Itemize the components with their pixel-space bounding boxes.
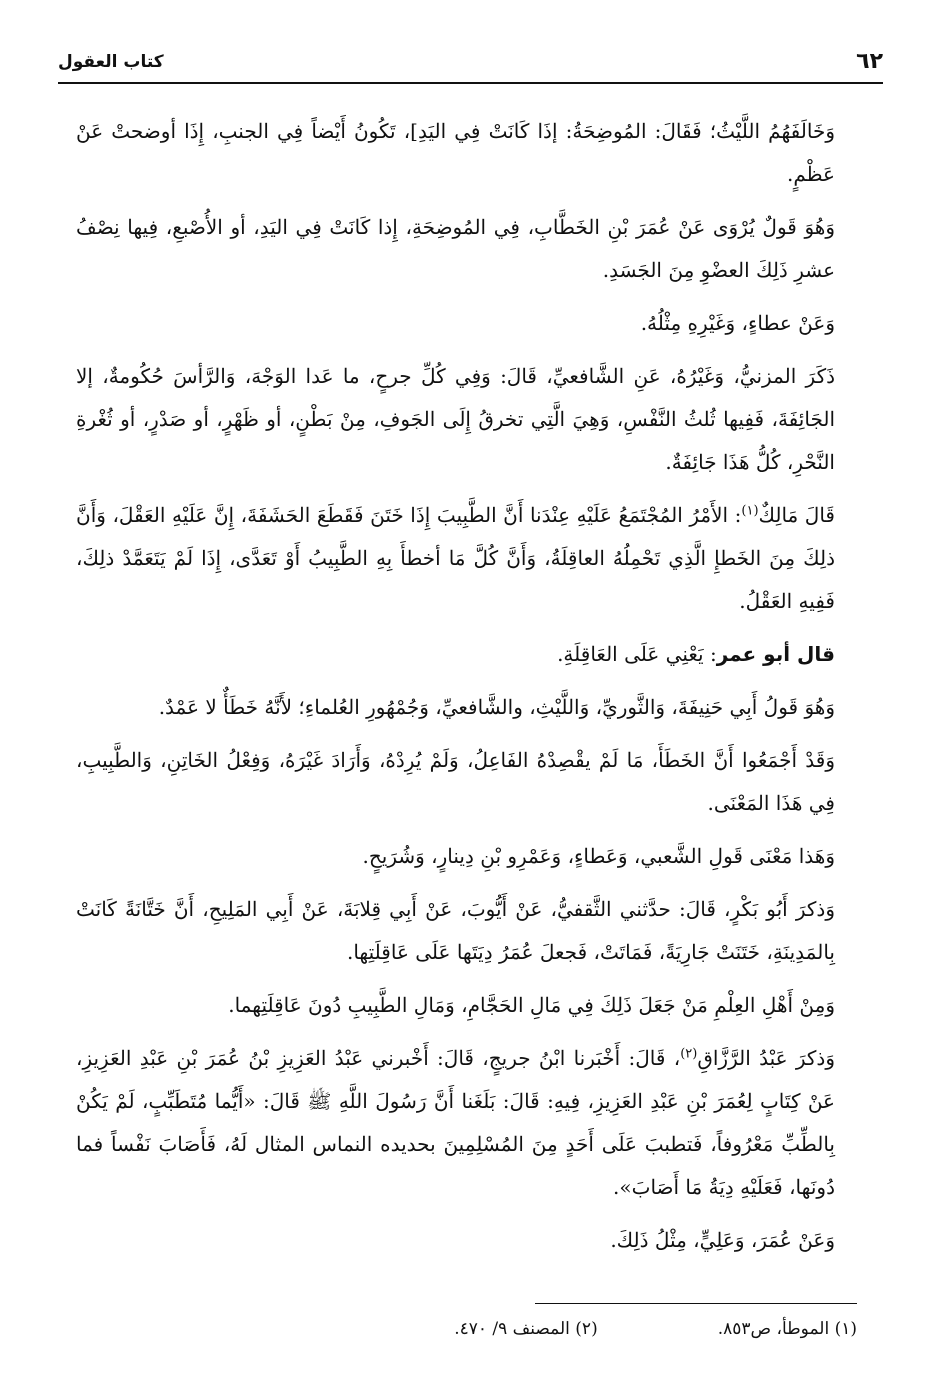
- paragraph: ذَكَرَ المزنيُّ، وَغَيْرُهُ، عَنِ الشَّافعيِّ، قَالَ: وَفِي كُلِّ جرحٍ، ما عَدا الوَجْهَ، وَالرَّأسَ حُكُومةٌ، إلا الجَائِفَةَ، فَفِيها ثُلثُ النَّفْسِ، وَهِيَ الَّتِي تخرقُ إِلَى الجَوفِ، مِنْ بَطْنٍ، أو ظَهْرٍ، أو صَدْرٍ، أو ثُغْرةِ النَّحْرِ، كُلُّ هَذَا جَائِفَةٌ.: [76, 364, 835, 474]
- paragraph: وَذكرَ عَبْدُ الرَّزَّاقِ$^{(٢)}$، قَالَ: أَخْبَرنا ابْنُ جريجٍ، قَالَ: أَخْبرني عَبْدُ العَزِيزِ بْنُ عُمَرَ بْنِ عَبْدِ العَزِيزِ، عَنْ كِتَابٍ لِعُمَرَ بْنِ عَبْدِ العَزِيزِ، فِيهِ: قَالَ: بَلَغَنا أَنَّ رَسُولَ اللَّهِ ﷺ قَالَ: «أَيُّما مُتَطَبِّبٍ، لَمْ يَكُنْ بِالطِّبِّ مَعْرُوفاً، فَتطببَ عَلَى أَحَدٍ مِنَ المُسْلِمِينَ بحديده النماس المثال لَهُ، فَأَصَابَ نَفْساً فما دُونَها، فَعَلَيْهِ دِيَةُ مَا أَصَابَ».: [76, 1046, 835, 1199]
- paragraph: وَهَذا مَعْنَى قَولِ الشَّعبي، وَعَطاءٍ، وَعَمْرِو بْنِ دِينارٍ، وَشُرَيحٍ.: [362, 844, 835, 868]
- page-number: ٦٢: [856, 49, 883, 74]
- footnote-reference: (١): [741, 503, 759, 519]
- paragraph: قَالَ مَالِكٌ$^{(١)}$: الأَمْرُ المُجْتَمَعُ عَلَيْهِ عِنْدَنا أَنَّ الطَّبِيبَ إِذَا خَتَنَ فَقَطَعَ الحَشَفَةَ، إِنَّ عَلَيْهِ العَقْلَ، وَأَنَّ ذلِكَ مِنَ الخَطإِ الَّذِي تَحْمِلُهُ العاقِلَةُ، وَأَنَّ كُلَّ مَا أخطأَ بِهِ الطَّبِيبُ أَوْ تَعَدَّى، إِذَا لَمْ يَتَعَمَّدْ ذلِكَ، فَفِيهِ العَقْلُ.: [76, 503, 835, 613]
- paragraph: وَمِنْ أَهْلِ العِلْمِ مَنْ جَعَلَ ذَلِكَ فِي مَالِ الحَجَّامِ، وَمَالِ الطَّبِيبِ دُونَ عَاقِلَتِهما.: [228, 993, 835, 1017]
- paragraph: وَهُوَ قَولٌ يُرْوَى عَنْ عُمَرَ بْنِ الخَطَّابِ، فِي المُوضِحَةِ، إِذا كَانَتْ فِي اليَدِ، أو الأُصْبعِ، فِيها نِصْفُ عشرِ ذَلِكَ العضْوِ مِنَ الجَسَدِ.: [76, 215, 835, 282]
- footnote: (٢) المصنف ٩/ ٤٧٠.: [454, 1319, 598, 1339]
- paragraph: قال أبو عمر: يَعْنِي عَلَى العَاقِلَةِ.: [557, 642, 835, 666]
- header-rule: [58, 82, 883, 84]
- book-title: كتاب العقول: [58, 52, 164, 72]
- paragraph: وَقَدْ أَجْمَعُوا أَنَّ الخَطَأَ، مَا لَمْ يقْصِدْهُ الفَاعِلُ، وَلَمْ يُرِدْهُ، وَأَرَادَ غَيْرَهُ، وَفِعْلُ الخَاتِنِ، وَالطَّبِيبِ، فِي هَذَا المَعْنَى.: [76, 748, 835, 815]
- paragraph: وَخَالَفَهُمُ اللَّيْثُ؛ فَقَالَ: المُوضِحَةُ: إذَا كَانَتْ فِي اليَدِ]، تَكُونُ أَيْضاً فِي الجنبِ، إِذَا أوضحتْ عَنْ عَظْمٍ.: [76, 119, 835, 186]
- paragraph: وَذكرَ أَبُو بَكْرٍ، قَالَ: حدَّثني الثَّقفيُّ، عَنْ أَيُّوبَ، عَنْ أَبِي قِلابَةَ، عَنْ أَبِي المَلِيحِ، أَنَّ خَتَّانَةً كَانَتْ بِالمَدِينَةِ، خَتَنَتْ جَارِيَةً، فَمَاتَتْ، فَجعلَ عُمَرُ دِيَتَها عَلَى عَاقِلَتِها.: [76, 897, 835, 964]
- running-header: [58, 42, 883, 76]
- footnote-separator: [535, 1303, 857, 1304]
- bold-lead: قال أبو عمر: [716, 642, 835, 666]
- paragraph: وَعَنْ عُمَرَ، وَعَلِيٍّ، مِثْلُ ذَلِكَ.: [610, 1228, 835, 1252]
- main-text: [76, 110, 865, 1272]
- paragraph: وَعَنْ عطاءٍ، وَغَيْرِهِ مِثْلُهُ.: [640, 311, 835, 335]
- paragraph: وَهُوَ قَولُ أَبِي حَنِيفَةَ، وَالثَّوريِّ، وَاللَّيْثِ، والشَّافعيِّ، وَجُمْهُورِ العُلماءِ؛ لأَنَّهُ خَطَأٌ لا عَمْدٌ.: [158, 695, 835, 719]
- footnotes: [257, 1316, 857, 1342]
- footnote-reference: (٢): [680, 1046, 698, 1062]
- footnote: (١) الموطأ، ص٨٥٣.: [717, 1319, 857, 1339]
